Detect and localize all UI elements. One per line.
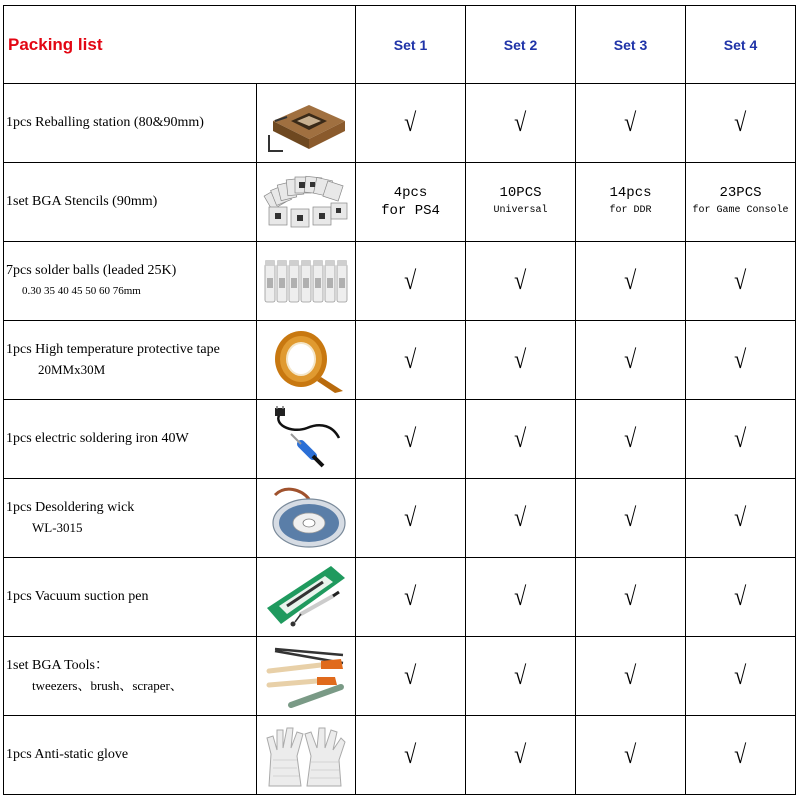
check-mark: √ <box>576 321 686 400</box>
vacuum-pen-icon <box>257 558 356 637</box>
check-mark: √ <box>576 479 686 558</box>
stencil-qty-set-4: 23PCS for Game Console <box>686 163 796 242</box>
table-row <box>4 163 796 242</box>
solder-balls-icon <box>257 242 356 321</box>
set-2-header: Set 2 <box>466 6 576 84</box>
check-mark: √ <box>466 84 576 163</box>
check-mark: √ <box>686 479 796 558</box>
packing-list-title: Packing list <box>4 6 356 84</box>
item-description <box>4 242 257 321</box>
table-row <box>4 400 796 479</box>
check-mark: √ <box>686 242 796 321</box>
item-description <box>4 163 257 242</box>
item-description <box>4 558 257 637</box>
table-row <box>4 321 796 400</box>
check-mark: √ <box>576 84 686 163</box>
item-description <box>4 321 257 400</box>
item-sublabel: WL-3015 <box>32 520 83 535</box>
packing-list-table <box>3 5 796 795</box>
set-4-header: Set 4 <box>686 6 796 84</box>
check-mark: √ <box>576 400 686 479</box>
check-mark: √ <box>356 637 466 716</box>
item-label: 1set BGA Tools： <box>6 658 109 673</box>
anti-static-glove-icon <box>257 716 356 795</box>
item-sublabel: 0.30 35 40 45 50 60 76mm <box>22 285 141 297</box>
table-row <box>4 637 796 716</box>
set-3-header: Set 3 <box>576 6 686 84</box>
header-row <box>4 6 796 84</box>
check-mark: √ <box>466 242 576 321</box>
item-description <box>4 716 257 795</box>
check-mark: √ <box>686 558 796 637</box>
item-label: 1pcs Vacuum suction pen <box>6 589 149 604</box>
bga-tools-icon <box>257 637 356 716</box>
check-mark: √ <box>466 558 576 637</box>
item-description <box>4 637 257 716</box>
check-mark: √ <box>356 479 466 558</box>
table-row <box>4 242 796 321</box>
check-mark: √ <box>356 558 466 637</box>
check-mark: √ <box>686 637 796 716</box>
check-mark: √ <box>576 558 686 637</box>
check-mark: √ <box>576 637 686 716</box>
check-mark: √ <box>686 84 796 163</box>
check-mark: √ <box>356 242 466 321</box>
item-label: 1pcs High temperature protective tape <box>6 342 220 357</box>
item-label: 1pcs Reballing station (80&90mm) <box>6 115 204 130</box>
table-row <box>4 716 796 795</box>
item-description <box>4 400 257 479</box>
check-mark: √ <box>356 321 466 400</box>
item-description <box>4 84 257 163</box>
check-mark: √ <box>356 84 466 163</box>
item-sublabel: 20MMx30M <box>38 362 106 377</box>
item-label: 1pcs Anti-static glove <box>6 747 129 762</box>
kapton-tape-icon <box>257 321 356 400</box>
table-row <box>4 558 796 637</box>
stencil-qty-set-2: 10PCS Universal <box>466 163 576 242</box>
check-mark: √ <box>686 400 796 479</box>
item-description <box>4 479 257 558</box>
item-label: 1pcs Desoldering wick <box>6 500 135 515</box>
check-mark: √ <box>466 716 576 795</box>
item-label: 1pcs electric soldering iron 40W <box>6 431 189 446</box>
check-mark: √ <box>466 637 576 716</box>
check-mark: √ <box>466 321 576 400</box>
desoldering-wick-icon <box>257 479 356 558</box>
reballing-station-icon <box>257 84 356 163</box>
check-mark: √ <box>686 321 796 400</box>
set-1-header: Set 1 <box>356 6 466 84</box>
check-mark: √ <box>466 479 576 558</box>
table-row <box>4 479 796 558</box>
table-row <box>4 84 796 163</box>
check-mark: √ <box>356 716 466 795</box>
bga-stencils-icon <box>257 163 356 242</box>
stencil-qty-set-1: 4pcs for PS4 <box>356 163 466 242</box>
check-mark: √ <box>466 400 576 479</box>
item-label: 7pcs solder balls (leaded 25K) <box>6 263 177 278</box>
check-mark: √ <box>356 400 466 479</box>
check-mark: √ <box>576 242 686 321</box>
check-mark: √ <box>686 716 796 795</box>
check-mark: √ <box>576 716 686 795</box>
item-label: 1set BGA Stencils (90mm) <box>6 194 158 209</box>
stencil-qty-set-3: 14pcs for DDR <box>576 163 686 242</box>
item-sublabel: tweezers、brush、scraper、 <box>32 678 183 693</box>
soldering-iron-icon <box>257 400 356 479</box>
